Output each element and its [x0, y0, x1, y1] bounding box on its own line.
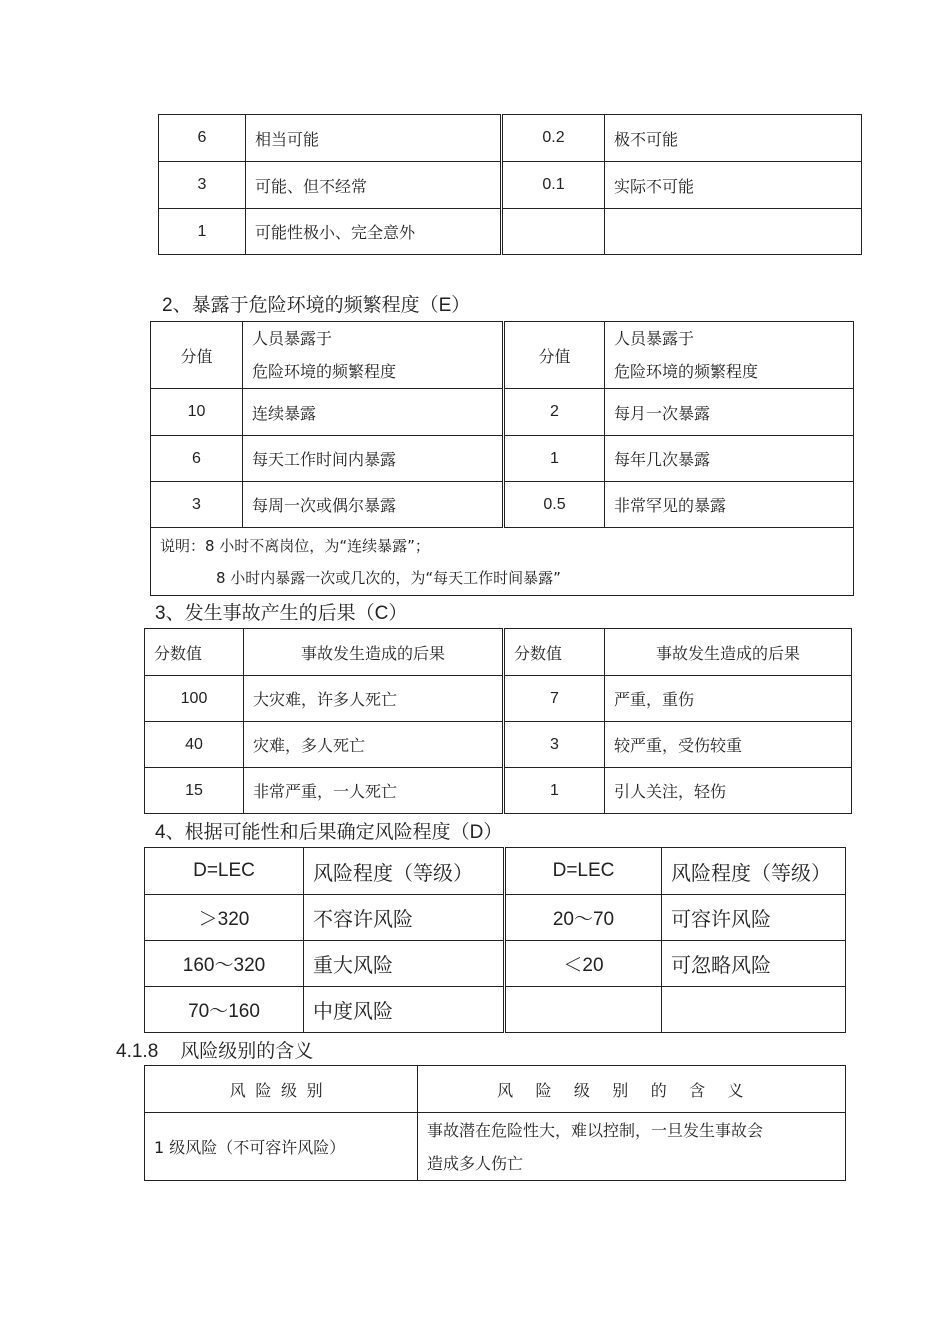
- desc-cell: 非常罕见的暴露: [605, 482, 854, 528]
- desc-cell: 引人关注，轻伤: [605, 768, 852, 814]
- table-row: [145, 941, 846, 987]
- desc-cell: 可容许风险: [662, 895, 846, 941]
- desc-cell: 相当可能: [246, 115, 502, 162]
- note-row: [151, 528, 854, 596]
- value-cell: 100: [145, 676, 244, 722]
- col-header-value: 分值: [151, 322, 243, 389]
- value-cell: 0.5: [504, 482, 605, 528]
- value-cell: ＞320: [145, 895, 304, 941]
- value-cell: 0.2: [502, 115, 605, 162]
- meaning-cell: 事故潜在危险性大，难以控制，一旦发生事故会 造成多人伤亡: [418, 1113, 846, 1181]
- value-cell: 1: [159, 209, 246, 255]
- value-cell: 15: [145, 768, 244, 814]
- table-header-row: [145, 629, 852, 676]
- table-row: [145, 768, 852, 814]
- desc-cell: [605, 209, 862, 255]
- table-header-row: [145, 1066, 846, 1113]
- section-heading-418: 4.1.8 风险级别的含义: [116, 1040, 314, 1062]
- table-row: [145, 722, 852, 768]
- table-header-row: [145, 848, 846, 895]
- risk-level-table: [144, 847, 846, 1033]
- section-heading-d: 4、根据可能性和后果确定风险程度（D）: [155, 821, 503, 843]
- value-cell: 20～70: [505, 895, 662, 941]
- value-cell: 7: [504, 676, 605, 722]
- col-header-desc: 人员暴露于 危险环境的频繁程度: [243, 322, 504, 389]
- value-cell: 40: [145, 722, 244, 768]
- value-cell: 6: [151, 436, 243, 482]
- value-cell: 3: [159, 162, 246, 209]
- value-cell: 6: [159, 115, 246, 162]
- table-row: [145, 1113, 846, 1181]
- desc-cell: 每月一次暴露: [605, 389, 854, 436]
- section-heading-c: 3、发生事故产生的后果（C）: [155, 602, 408, 624]
- table-header-row: [151, 322, 854, 389]
- note-line: 说明：8 小时不离岗位，为“连续暴露”；: [160, 536, 430, 555]
- desc-cell: 重大风险: [304, 941, 505, 987]
- desc-cell: 连续暴露: [243, 389, 504, 436]
- desc-cell: 可能、但不经常: [246, 162, 502, 209]
- value-cell: 2: [504, 389, 605, 436]
- value-cell: 1: [504, 436, 605, 482]
- col-header-formula: D=LEC: [505, 848, 662, 895]
- exposure-table: [150, 321, 854, 596]
- desc-cell: 灾难，多人死亡: [244, 722, 504, 768]
- desc-cell: [662, 987, 846, 1033]
- value-cell: 0.1: [502, 162, 605, 209]
- desc-cell: 可能性极小、完全意外: [246, 209, 502, 255]
- value-cell: 3: [151, 482, 243, 528]
- table-row: [151, 482, 854, 528]
- table-row: [145, 676, 852, 722]
- desc-cell: 中度风险: [304, 987, 505, 1033]
- desc-cell: 非常严重，一人死亡: [244, 768, 504, 814]
- col-header-value: 分值: [504, 322, 605, 389]
- col-header-meaning: 风险级别的含义: [418, 1066, 846, 1113]
- desc-cell: 每天工作时间内暴露: [243, 436, 504, 482]
- col-header-formula: D=LEC: [145, 848, 304, 895]
- value-cell: 1: [504, 768, 605, 814]
- col-header-level: 风险程度（等级）: [304, 848, 505, 895]
- table-row: [151, 389, 854, 436]
- col-header-desc: 事故发生造成的后果: [244, 629, 504, 676]
- col-header-desc: 事故发生造成的后果: [605, 629, 852, 676]
- desc-cell: 极不可能: [605, 115, 862, 162]
- risk-meaning-table: [144, 1065, 846, 1181]
- value-cell: [505, 987, 662, 1033]
- value-cell: 70～160: [145, 987, 304, 1033]
- col-header-value: 分数值: [504, 629, 605, 676]
- table-row: [159, 209, 862, 255]
- desc-cell: 不容许风险: [304, 895, 505, 941]
- likelihood-table: [158, 114, 862, 255]
- level-cell: 1 级风险（不可容许风险）: [145, 1113, 418, 1181]
- table-row: [145, 895, 846, 941]
- note-cell: [151, 528, 854, 596]
- value-cell: 160～320: [145, 941, 304, 987]
- table-row: [151, 436, 854, 482]
- desc-cell: 可忽略风险: [662, 941, 846, 987]
- table-row: [159, 162, 862, 209]
- col-header-value: 分数值: [145, 629, 244, 676]
- desc-cell: 每周一次或偶尔暴露: [243, 482, 504, 528]
- col-header-level: 风险级别: [145, 1066, 418, 1113]
- col-header-level: 风险程度（等级）: [662, 848, 846, 895]
- table-row: [159, 115, 862, 162]
- section-heading-e: 2、暴露于危险环境的频繁程度（E）: [162, 294, 471, 316]
- value-cell: [502, 209, 605, 255]
- table-row: [145, 987, 846, 1033]
- desc-cell: 实际不可能: [605, 162, 862, 209]
- value-cell: ＜20: [505, 941, 662, 987]
- value-cell: 3: [504, 722, 605, 768]
- value-cell: 10: [151, 389, 243, 436]
- desc-cell: 较严重，受伤较重: [605, 722, 852, 768]
- note-line: 8 小时内暴露一次或几次的，为“每天工作时间暴露”: [216, 568, 561, 587]
- col-header-desc: 人员暴露于 危险环境的频繁程度: [605, 322, 854, 389]
- desc-cell: 严重，重伤: [605, 676, 852, 722]
- desc-cell: 每年几次暴露: [605, 436, 854, 482]
- consequence-table: [144, 628, 852, 814]
- desc-cell: 大灾难，许多人死亡: [244, 676, 504, 722]
